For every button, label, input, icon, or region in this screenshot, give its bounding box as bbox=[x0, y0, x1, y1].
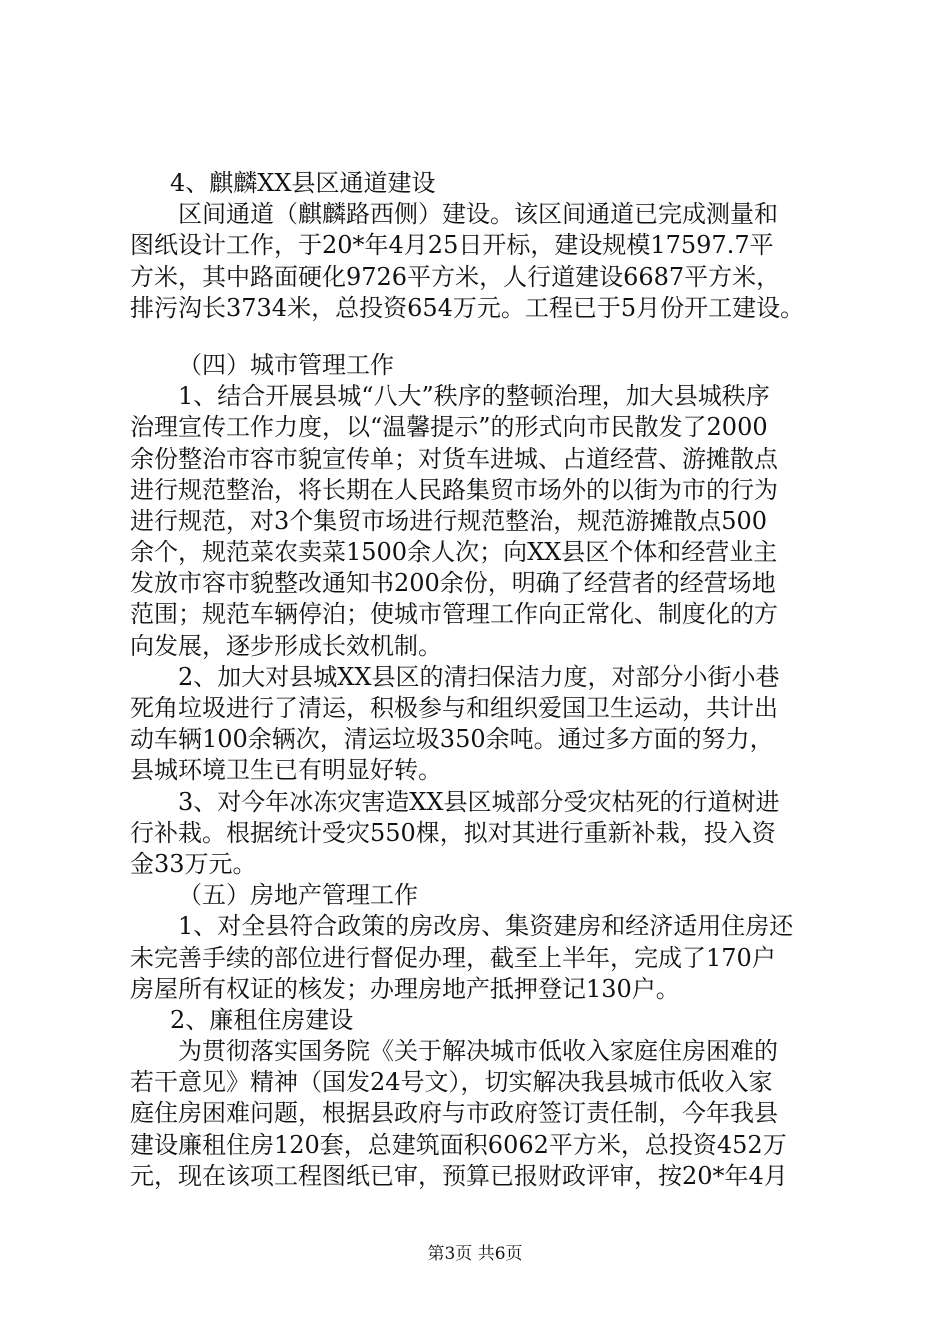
paragraph-line: 方米，其中路面硬化9726平方米，人行道建设6687平方米， bbox=[130, 262, 781, 291]
paragraph-line: 1、结合开展县城“八大”秩序的整顿治理，加大县城秩序 bbox=[178, 382, 770, 411]
paragraph-line: 动车辆100余辆次，清运垃圾350余吨。通过多方面的努力， bbox=[130, 725, 774, 754]
paragraph-line: 发放市容市貌整改通知书200余份，明确了经营者的经营场地 bbox=[130, 569, 776, 598]
paragraph-line: 建设廉租住房120套，总建筑面积6062平方米，总投资452万 bbox=[130, 1130, 787, 1159]
paragraph-line: 图纸设计工作，于20*年4月25日开标，建设规模17597.7平 bbox=[130, 231, 774, 260]
paragraph-line: 进行规范整治，将长期在人民路集贸市场外的以街为市的行为 bbox=[130, 475, 778, 504]
subsection-title: 4、麒麟XX县区通道建设 bbox=[170, 169, 436, 197]
paragraph-gap bbox=[130, 324, 830, 350]
paragraph-line: 未完善手续的部位进行督促办理，截至上半年，完成了170户 bbox=[130, 943, 776, 972]
paragraph-line: 余个，规范菜农卖菜1500余人次；向XX县区个体和经营业主 bbox=[130, 538, 778, 567]
paragraph-line: 为贯彻落实国务院《关于解决城市低收入家庭住房困难的 bbox=[178, 1037, 778, 1066]
paragraph-line: 2、加大对县城XX县区的清扫保洁力度，对部分小街小巷 bbox=[178, 662, 780, 691]
section-heading: （四）城市管理工作 bbox=[178, 350, 394, 379]
paragraph-line: 进行规范，对3个集贸市场进行规范整治，规范游摊散点500 bbox=[130, 506, 768, 535]
paragraph-line: 庭住房困难问题，根据县政府与市政府签订责任制，今年我县 bbox=[130, 1099, 778, 1128]
paragraph-line: 房屋所有权证的核发；办理房地产抵押登记130户。 bbox=[130, 974, 680, 1003]
paragraph-line: 行补栽。根据统计受灾550棵，拟对其进行重新补栽，投入资 bbox=[130, 818, 776, 847]
subsection-title: 2、廉租住房建设 bbox=[170, 1005, 354, 1034]
paragraph-line: 排污沟长3734米，总投资654万元。工程已于5月份开工建设。 bbox=[130, 293, 805, 322]
paragraph-line: 余份整治市容市貌宣传单；对货车进城、占道经营、游摊散点 bbox=[130, 444, 778, 473]
paragraph-line: 向发展，逐步形成长效机制。 bbox=[130, 631, 442, 660]
paragraph-line: 治理宣传工作力度，以“温馨提示”的形式向市民散发了2000 bbox=[130, 413, 768, 442]
paragraph-line: 金33万元。 bbox=[130, 849, 257, 878]
paragraph-line: 死角垃圾进行了清运，积极参与和组织爱国卫生运动，共计出 bbox=[130, 694, 778, 722]
paragraph-line: 元，现在该项工程图纸已审，预算已报财政评审，按20*年4月 bbox=[130, 1161, 788, 1190]
section-heading: （五）房地产管理工作 bbox=[178, 881, 418, 910]
paragraph-line: 范围；规范车辆停泊；使城市管理工作向正常化、制度化的方 bbox=[130, 600, 778, 629]
paragraph-line: 县城环境卫生已有明显好转。 bbox=[130, 756, 442, 785]
paragraph-line: 区间通道（麒麟路西侧）建设。该区间通道已完成测量和 bbox=[178, 200, 778, 229]
page-number-footer: 第3页 共6页 bbox=[427, 1244, 523, 1264]
paragraph-line: 若干意见》精神（国发24号文），切实解决我县城市低收入家 bbox=[130, 1068, 773, 1097]
document-body bbox=[130, 168, 830, 1192]
paragraph-line: 3、对今年冰冻灾害造XX县区城部分受灾枯死的行道树进 bbox=[178, 787, 780, 816]
paragraph-line: 1、对全县符合政策的房改房、集资建房和经济适用住房还 bbox=[178, 912, 794, 941]
